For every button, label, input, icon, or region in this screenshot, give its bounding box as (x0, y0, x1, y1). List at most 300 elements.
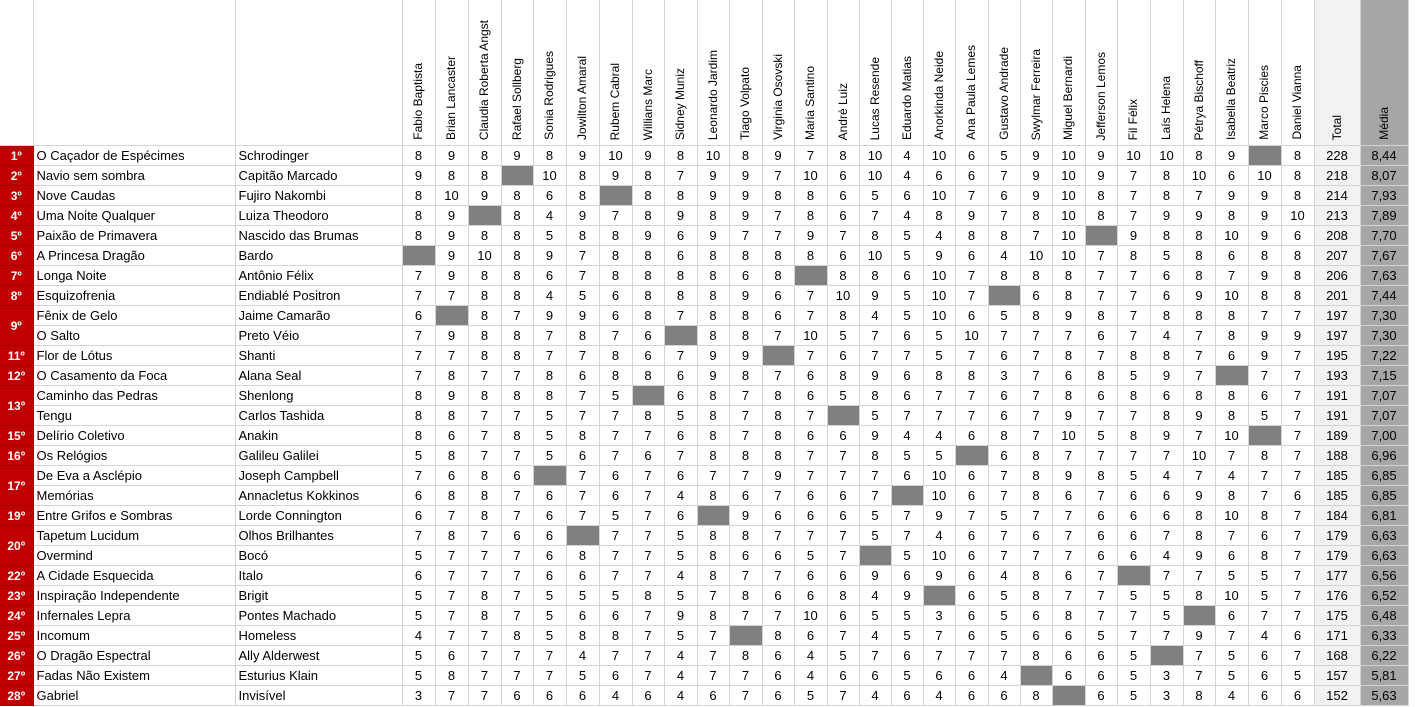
score-cell: 7 (1183, 666, 1215, 686)
author-name: Alana Seal (235, 366, 402, 386)
score-cell: 8 (501, 266, 533, 286)
average-cell: 7,00 (1360, 426, 1408, 446)
judge-name: Jefferson Lemos (1093, 51, 1108, 140)
score-cell: 10 (1183, 166, 1215, 186)
score-cell: 4 (859, 626, 891, 646)
score-cell: 6 (729, 546, 762, 566)
score-cell: 6 (923, 666, 955, 686)
judge-header (794, 0, 827, 146)
score-cell: 8 (1248, 506, 1281, 526)
judge-name: Maria Santino (803, 65, 817, 140)
score-cell: 6 (1020, 286, 1052, 306)
score-cell: 7 (632, 606, 664, 626)
judge-name: Anorkinda Neide (931, 51, 946, 140)
score-cell: 7 (827, 226, 859, 246)
story-title: Infernales Lepra (33, 606, 235, 626)
author-header (235, 0, 402, 146)
judge-header (1150, 0, 1183, 146)
judge-header (762, 0, 794, 146)
score-cell: 7 (632, 646, 664, 666)
score-cell: 7 (1281, 506, 1314, 526)
score-cell: 7 (1248, 606, 1281, 626)
score-cell: 7 (632, 486, 664, 506)
average-header-label: Média (1376, 107, 1391, 140)
score-cell: 7 (1281, 546, 1314, 566)
score-cell: 6 (599, 286, 632, 306)
score-cell: 6 (955, 166, 988, 186)
score-cell: 10 (923, 286, 955, 306)
score-cell: 10 (1052, 146, 1085, 166)
score-cell: 9 (1020, 146, 1052, 166)
score-cell: 6 (435, 466, 468, 486)
score-cell: 4 (1150, 546, 1183, 566)
score-cell: 9 (729, 346, 762, 366)
score-cell: 7 (632, 626, 664, 646)
score-cell: 8 (468, 306, 501, 326)
table-row (0, 566, 1408, 586)
story-title: Flor de Lótus (33, 346, 235, 366)
score-cell: 8 (1215, 486, 1248, 506)
score-cell: 9 (1183, 546, 1215, 566)
rank-cell: 15º (0, 426, 33, 446)
score-cell: 6 (794, 506, 827, 526)
score-cell: 7 (988, 466, 1020, 486)
score-cell: 9 (891, 586, 923, 606)
score-cell: 8 (533, 366, 566, 386)
score-cell: 7 (729, 566, 762, 586)
score-cell: 7 (1117, 186, 1150, 206)
score-cell: 8 (762, 186, 794, 206)
score-cell: 9 (435, 326, 468, 346)
score-cell: 5 (664, 406, 697, 426)
score-cell: 6 (664, 366, 697, 386)
score-cell: 6 (1248, 526, 1281, 546)
score-cell: 5 (859, 606, 891, 626)
score-cell: 6 (955, 466, 988, 486)
score-cell: 7 (988, 326, 1020, 346)
score-cell: 6 (762, 686, 794, 706)
score-cell: 4 (988, 246, 1020, 266)
score-cell: 10 (599, 146, 632, 166)
score-cell: 10 (827, 286, 859, 306)
score-cell: 7 (955, 506, 988, 526)
score-cell: 7 (468, 686, 501, 706)
average-cell: 8,07 (1360, 166, 1408, 186)
score-cell: 7 (1150, 566, 1183, 586)
no-vote-cell (501, 166, 533, 186)
score-cell: 5 (1085, 426, 1117, 446)
score-cell: 6 (955, 426, 988, 446)
score-cell: 9 (859, 366, 891, 386)
score-cell: 8 (1150, 226, 1183, 246)
total-cell: 177 (1314, 566, 1360, 586)
score-cell: 8 (1085, 466, 1117, 486)
score-cell: 8 (1150, 346, 1183, 366)
judge-name: Jowilton Amaral (575, 55, 589, 140)
score-cell: 6 (1020, 626, 1052, 646)
score-cell: 8 (566, 226, 599, 246)
judge-name: Sonia Rodrigues (542, 51, 556, 140)
score-cell: 8 (599, 366, 632, 386)
average-cell: 6,63 (1360, 526, 1408, 546)
judge-header (1183, 0, 1215, 146)
score-cell: 9 (1183, 286, 1215, 306)
score-cell: 9 (1248, 186, 1281, 206)
judge-name: Fil Félix (1126, 98, 1140, 140)
table-row (0, 686, 1408, 706)
score-cell: 8 (599, 626, 632, 646)
score-cell: 10 (1020, 246, 1052, 266)
score-cell: 8 (632, 206, 664, 226)
no-vote-cell (1150, 646, 1183, 666)
score-cell: 5 (1248, 566, 1281, 586)
table-row (0, 446, 1408, 466)
score-cell: 6 (599, 466, 632, 486)
score-cell: 10 (1052, 206, 1085, 226)
no-vote-cell (762, 346, 794, 366)
total-cell: 185 (1314, 486, 1360, 506)
score-cell: 7 (1020, 226, 1052, 246)
story-title: Tengu (33, 406, 235, 426)
score-cell: 6 (988, 686, 1020, 706)
score-cell: 10 (1052, 226, 1085, 246)
author-name: Nascido das Brumas (235, 226, 402, 246)
story-title: Fênix de Gelo (33, 306, 235, 326)
judge-name: Rubem Cabral (608, 62, 622, 140)
score-cell: 7 (762, 166, 794, 186)
score-cell: 5 (891, 246, 923, 266)
score-cell: 6 (955, 686, 988, 706)
score-cell: 5 (599, 386, 632, 406)
score-cell: 6 (827, 666, 859, 686)
score-cell: 7 (1183, 326, 1215, 346)
score-cell: 5 (827, 386, 859, 406)
author-name: Annacletus Kokkinos (235, 486, 402, 506)
score-cell: 7 (1281, 446, 1314, 466)
score-cell: 7 (632, 546, 664, 566)
score-cell: 6 (533, 266, 566, 286)
no-vote-cell (1248, 146, 1281, 166)
score-cell: 5 (1117, 646, 1150, 666)
score-cell: 10 (1215, 586, 1248, 606)
score-cell: 7 (435, 346, 468, 366)
rank-cell: 23º (0, 586, 33, 606)
score-cell: 7 (1020, 346, 1052, 366)
score-cell: 7 (1215, 446, 1248, 466)
score-cell: 6 (566, 566, 599, 586)
score-cell: 8 (632, 366, 664, 386)
judge-header (891, 0, 923, 146)
score-cell: 9 (1020, 186, 1052, 206)
average-cell: 6,85 (1360, 486, 1408, 506)
score-cell: 4 (664, 566, 697, 586)
score-cell: 8 (1117, 386, 1150, 406)
no-vote-cell (599, 186, 632, 206)
judge-header (859, 0, 891, 146)
score-cell: 8 (1085, 206, 1117, 226)
score-cell: 4 (859, 306, 891, 326)
score-cell: 6 (827, 346, 859, 366)
score-cell: 6 (1085, 326, 1117, 346)
score-cell: 8 (599, 266, 632, 286)
score-cell: 8 (501, 286, 533, 306)
story-title: A Cidade Esquecida (33, 566, 235, 586)
score-cell: 7 (1117, 626, 1150, 646)
score-cell: 8 (1183, 506, 1215, 526)
score-cell: 4 (988, 566, 1020, 586)
score-cell: 6 (827, 166, 859, 186)
score-cell: 8 (1020, 306, 1052, 326)
author-name: Anakin (235, 426, 402, 446)
score-cell: 7 (1020, 386, 1052, 406)
score-cell: 7 (1183, 426, 1215, 446)
no-vote-cell (632, 386, 664, 406)
score-cell: 7 (859, 326, 891, 346)
score-cell: 4 (1150, 326, 1183, 346)
average-cell: 7,15 (1360, 366, 1408, 386)
score-cell: 6 (827, 186, 859, 206)
score-cell: 6 (891, 326, 923, 346)
score-cell: 7 (1085, 606, 1117, 626)
score-cell: 7 (402, 526, 435, 546)
judge-name: Marco Piscies (1257, 65, 1271, 140)
score-cell: 8 (1020, 646, 1052, 666)
score-cell: 10 (923, 146, 955, 166)
no-vote-cell (923, 586, 955, 606)
score-cell: 5 (891, 446, 923, 466)
score-cell: 6 (1085, 526, 1117, 546)
table-row (0, 526, 1408, 546)
score-cell: 9 (697, 186, 729, 206)
judge-name: Fabio Baptista (411, 63, 425, 140)
average-cell: 6,85 (1360, 466, 1408, 486)
score-cell: 5 (1281, 666, 1314, 686)
score-cell: 6 (794, 586, 827, 606)
score-cell: 3 (988, 366, 1020, 386)
score-cell: 7 (1150, 526, 1183, 546)
score-cell: 6 (1248, 386, 1281, 406)
no-vote-cell (827, 406, 859, 426)
total-cell: 206 (1314, 266, 1360, 286)
score-cell: 9 (729, 206, 762, 226)
score-cell: 6 (1150, 266, 1183, 286)
score-cell: 9 (762, 466, 794, 486)
score-cell: 8 (501, 626, 533, 646)
score-cell: 6 (501, 686, 533, 706)
score-cell: 6 (955, 606, 988, 626)
score-cell: 8 (1052, 386, 1085, 406)
score-cell: 8 (762, 386, 794, 406)
score-cell: 9 (1183, 626, 1215, 646)
score-cell: 6 (1150, 286, 1183, 306)
total-header (1314, 0, 1360, 146)
score-cell: 6 (827, 426, 859, 446)
score-cell: 7 (729, 606, 762, 626)
score-cell: 9 (599, 166, 632, 186)
score-cell: 7 (1117, 266, 1150, 286)
score-cell: 6 (435, 646, 468, 666)
score-cell: 7 (891, 346, 923, 366)
judge-header (1281, 0, 1314, 146)
score-cell: 6 (664, 426, 697, 446)
score-cell: 7 (1248, 306, 1281, 326)
judge-header (955, 0, 988, 146)
author-name: Galileu Galilei (235, 446, 402, 466)
score-cell: 7 (566, 486, 599, 506)
score-cell: 8 (697, 446, 729, 466)
score-cell: 8 (1215, 306, 1248, 326)
score-cell: 7 (1281, 526, 1314, 546)
score-cell: 6 (794, 626, 827, 646)
score-cell: 5 (1117, 466, 1150, 486)
no-vote-cell (1248, 426, 1281, 446)
score-cell: 8 (923, 206, 955, 226)
score-cell: 10 (794, 326, 827, 346)
score-cell: 7 (468, 666, 501, 686)
score-cell: 7 (402, 466, 435, 486)
score-cell: 9 (435, 226, 468, 246)
score-cell: 7 (1052, 326, 1085, 346)
score-cell: 7 (1020, 506, 1052, 526)
score-cell: 5 (859, 506, 891, 526)
score-cell: 7 (794, 406, 827, 426)
total-cell: 201 (1314, 286, 1360, 306)
rank-cell: 1º (0, 146, 33, 166)
score-cell: 7 (1281, 646, 1314, 666)
score-cell: 8 (435, 166, 468, 186)
story-title: Esquizofrenia (33, 286, 235, 306)
score-cell: 7 (697, 586, 729, 606)
score-cell: 6 (762, 586, 794, 606)
score-cell: 8 (859, 266, 891, 286)
score-cell: 7 (827, 526, 859, 546)
score-cell: 8 (468, 286, 501, 306)
score-cell: 7 (729, 226, 762, 246)
judge-name: André Luiz (835, 82, 850, 140)
score-cell: 4 (1248, 626, 1281, 646)
score-cell: 5 (988, 306, 1020, 326)
story-title: Delírio Coletivo (33, 426, 235, 446)
score-cell: 5 (891, 286, 923, 306)
score-cell: 7 (762, 206, 794, 226)
score-cell: 6 (988, 346, 1020, 366)
score-cell: 7 (955, 266, 988, 286)
author-name: Invisível (235, 686, 402, 706)
score-cell: 7 (664, 346, 697, 366)
score-cell: 5 (1248, 586, 1281, 606)
score-cell: 8 (1052, 266, 1085, 286)
score-cell: 7 (533, 326, 566, 346)
score-cell: 7 (632, 566, 664, 586)
score-cell: 6 (923, 166, 955, 186)
author-name: Joseph Campbell (235, 466, 402, 486)
score-cell: 9 (468, 186, 501, 206)
score-cell: 7 (729, 466, 762, 486)
score-cell: 7 (501, 306, 533, 326)
no-vote-cell (533, 466, 566, 486)
score-cell: 7 (794, 306, 827, 326)
score-cell: 6 (955, 666, 988, 686)
score-cell: 8 (1281, 246, 1314, 266)
score-cell: 9 (762, 146, 794, 166)
table-row (0, 206, 1408, 226)
score-cell: 6 (955, 146, 988, 166)
table-row (0, 326, 1408, 346)
author-name: Esturius Klain (235, 666, 402, 686)
score-cell: 7 (1281, 586, 1314, 606)
score-cell: 6 (1117, 546, 1150, 566)
score-cell: 8 (1085, 366, 1117, 386)
score-cell: 5 (1215, 666, 1248, 686)
score-cell: 8 (762, 406, 794, 426)
score-cell: 4 (988, 666, 1020, 686)
score-cell: 6 (1085, 546, 1117, 566)
rank-cell: 7º (0, 266, 33, 286)
table-row (0, 486, 1408, 506)
score-cell: 7 (599, 206, 632, 226)
score-cell: 4 (599, 686, 632, 706)
score-cell: 7 (1117, 286, 1150, 306)
score-cell: 6 (664, 466, 697, 486)
score-cell: 4 (533, 286, 566, 306)
score-cell: 6 (891, 566, 923, 586)
score-cell: 7 (794, 466, 827, 486)
score-cell: 7 (697, 626, 729, 646)
score-cell: 9 (1248, 266, 1281, 286)
score-cell: 8 (827, 306, 859, 326)
score-cell: 7 (435, 546, 468, 566)
score-cell: 5 (599, 506, 632, 526)
author-name: Brigit (235, 586, 402, 606)
story-title: Gabriel (33, 686, 235, 706)
score-cell: 4 (794, 666, 827, 686)
score-cell: 5 (566, 666, 599, 686)
score-cell: 6 (1281, 686, 1314, 706)
author-name: Homeless (235, 626, 402, 646)
score-cell: 7 (794, 446, 827, 466)
score-cell: 7 (859, 206, 891, 226)
score-cell: 5 (402, 546, 435, 566)
score-cell: 9 (435, 146, 468, 166)
score-cell: 7 (468, 446, 501, 466)
rank-cell: 24º (0, 606, 33, 626)
story-title: Caminho das Pedras (33, 386, 235, 406)
score-cell: 8 (599, 226, 632, 246)
average-cell: 5,63 (1360, 686, 1408, 706)
score-cell: 5 (533, 426, 566, 446)
score-cell: 7 (1052, 446, 1085, 466)
author-name: Luiza Theodoro (235, 206, 402, 226)
score-cell: 7 (501, 446, 533, 466)
score-cell: 8 (599, 246, 632, 266)
score-cell: 5 (664, 626, 697, 646)
author-name: Capitão Marcado (235, 166, 402, 186)
score-cell: 8 (1183, 246, 1215, 266)
score-cell: 9 (1020, 166, 1052, 186)
score-cell: 8 (729, 326, 762, 346)
score-cell: 7 (599, 646, 632, 666)
story-title: Uma Noite Qualquer (33, 206, 235, 226)
story-title: Os Relógios (33, 446, 235, 466)
score-cell: 6 (1281, 226, 1314, 246)
score-cell: 10 (923, 486, 955, 506)
score-cell: 8 (566, 166, 599, 186)
score-cell: 8 (402, 426, 435, 446)
score-cell: 9 (1117, 226, 1150, 246)
score-cell: 8 (1183, 386, 1215, 406)
rank-cell: 26º (0, 646, 33, 666)
score-cell: 6 (533, 566, 566, 586)
